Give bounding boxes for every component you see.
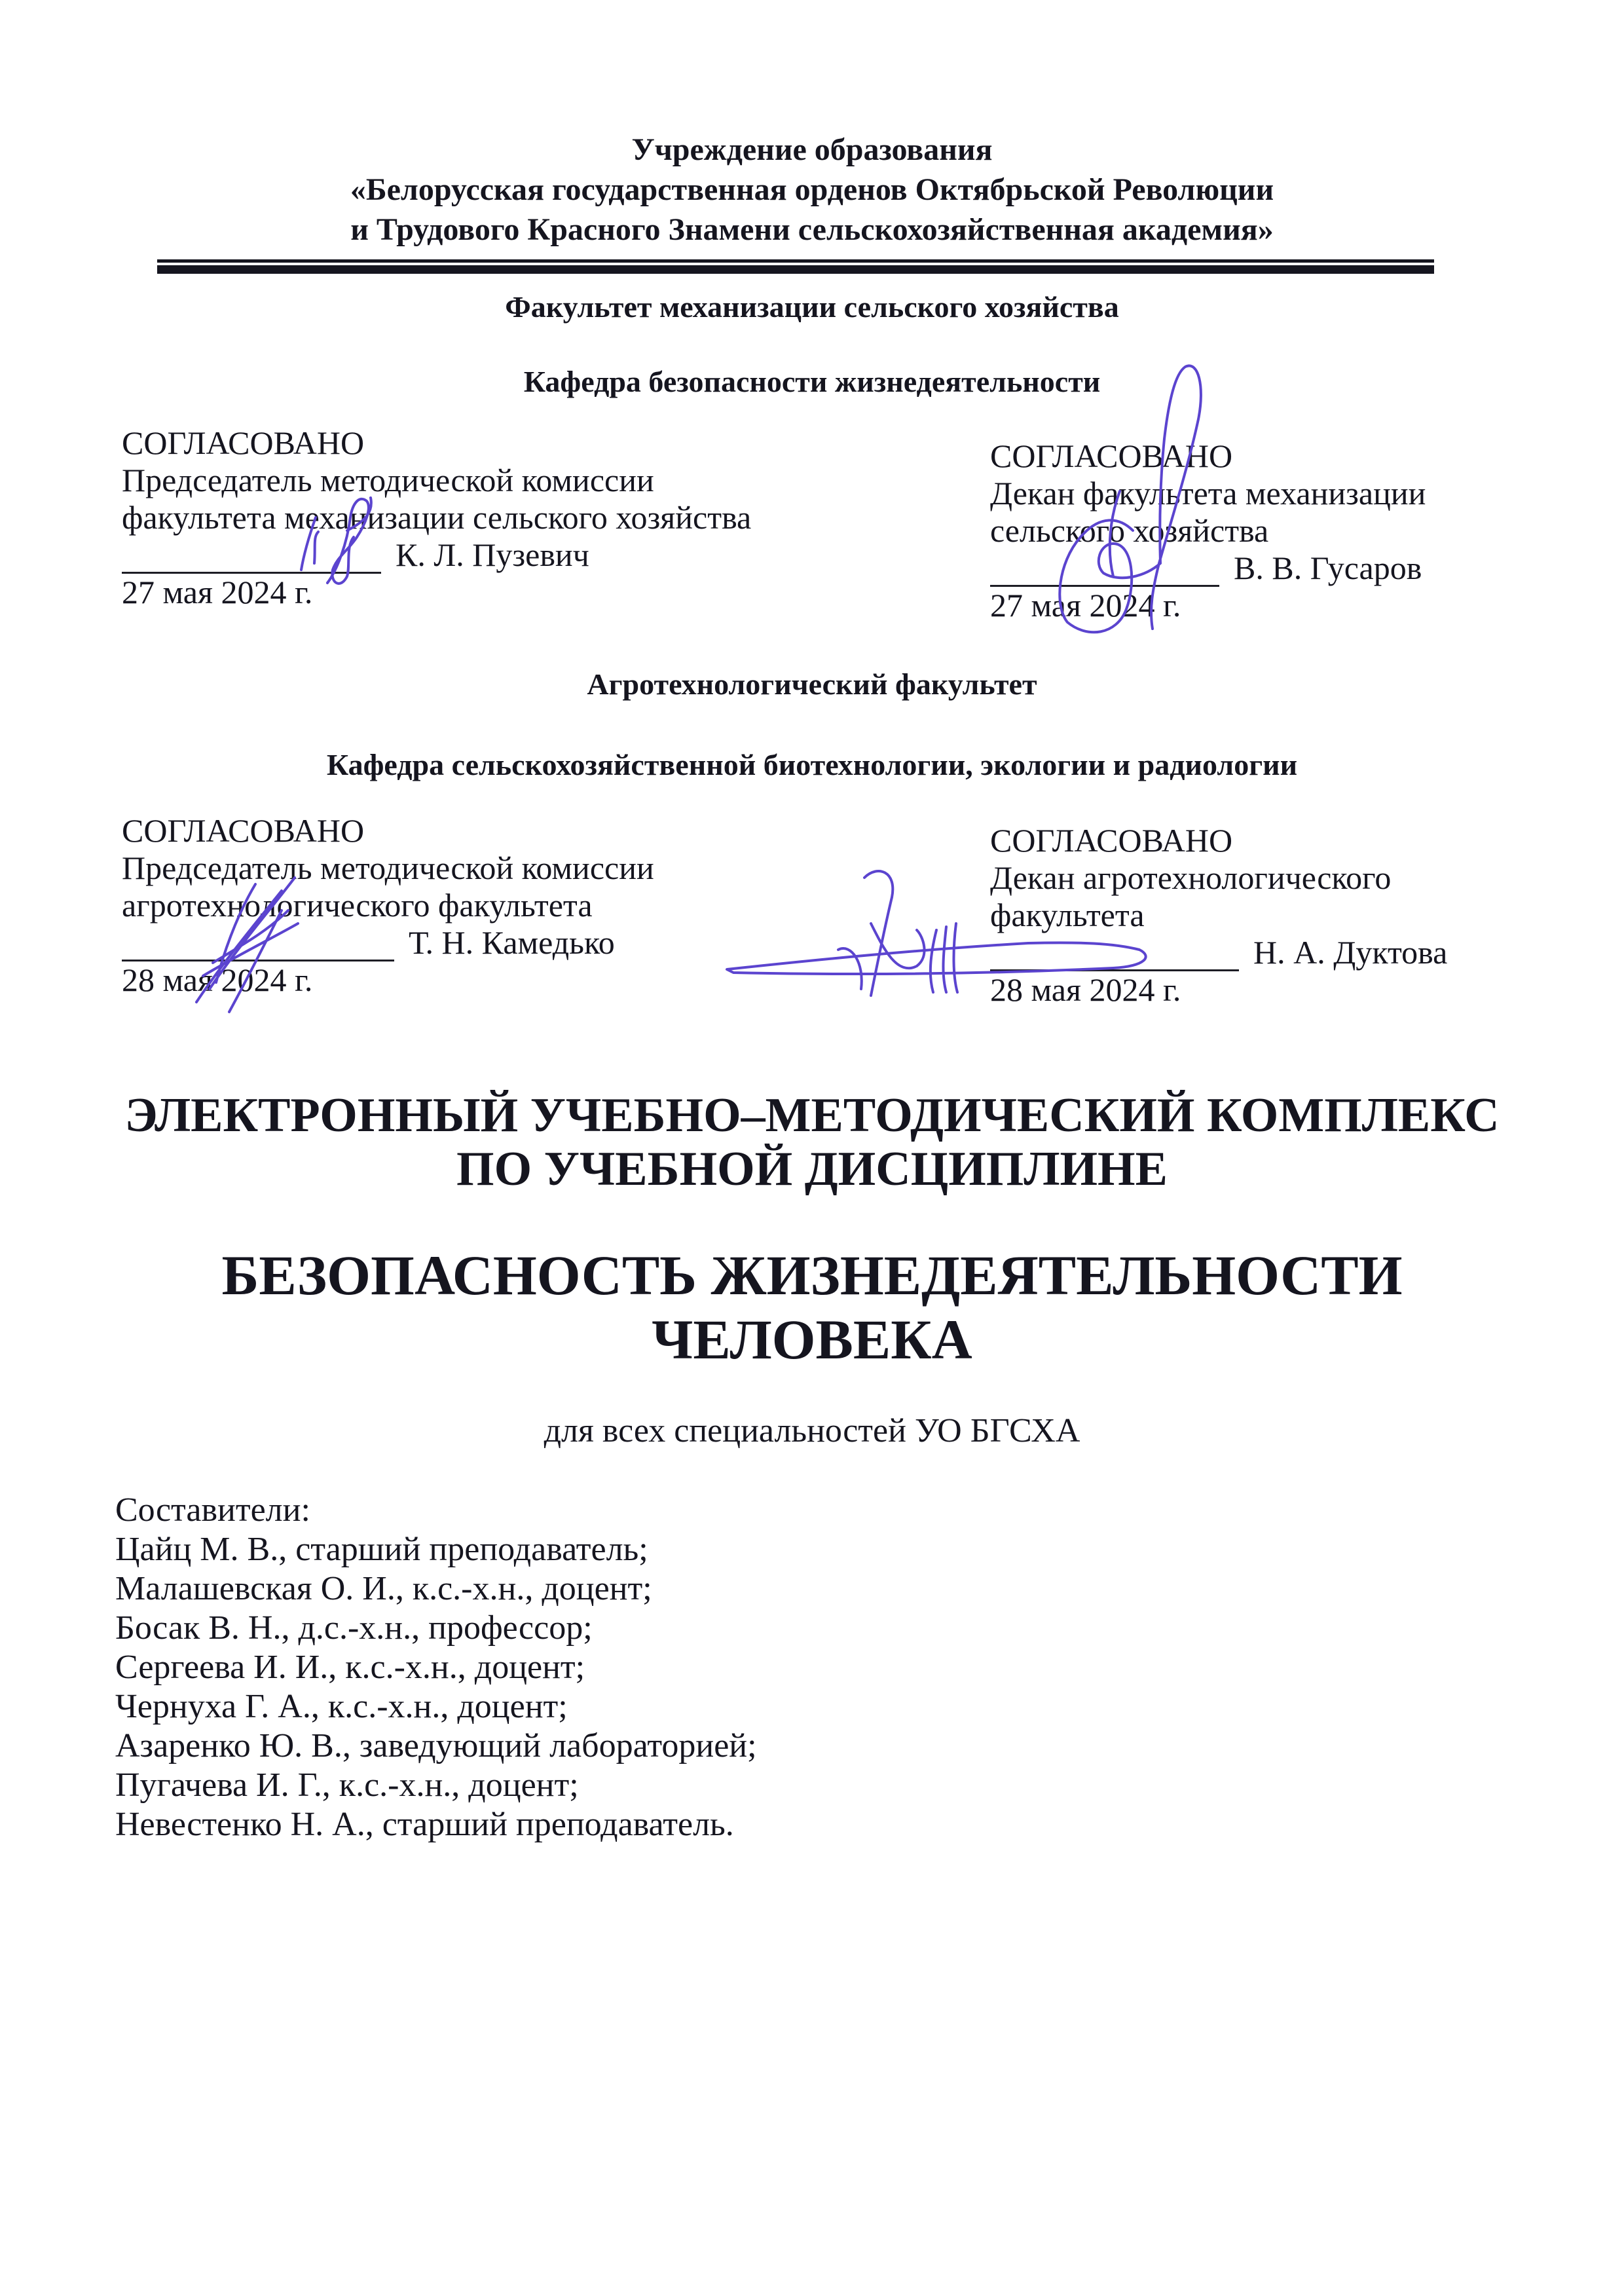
institution-line-2: «Белорусская государственная орденов Октябрьской Революции bbox=[350, 172, 1274, 207]
institution-line-1: Учреждение образования bbox=[631, 132, 993, 167]
signatory-name: Т. Н. Камедько bbox=[409, 924, 615, 961]
compiler-item: Цайц М. В., старший преподаватель; bbox=[115, 1531, 648, 1568]
approval-role-line-2: сельского хозяйства bbox=[990, 512, 1269, 549]
signatory-name: В. В. Гусаров bbox=[1234, 550, 1422, 586]
signature-row bbox=[122, 536, 751, 574]
approval-role-line-1: Председатель методической комиссии bbox=[122, 849, 654, 886]
complex-title-line-1: ЭЛЕКТРОННЫЙ УЧЕБНО–МЕТОДИЧЕСКИЙ КОМПЛЕКС bbox=[124, 1089, 1500, 1142]
compiler-item: Азаренко Ю. В., заведующий лабораторией; bbox=[115, 1727, 757, 1764]
signatory-name: К. Л. Пузевич bbox=[396, 536, 589, 573]
approval-block-left-1 bbox=[122, 424, 751, 611]
compiler-item: Сергеева И. И., к.с.-х.н., доцент; bbox=[115, 1649, 585, 1686]
signatory-name: Н. А. Дуктова bbox=[1253, 934, 1448, 971]
header-rule-thick bbox=[157, 265, 1434, 274]
approval-date: 27 мая 2024 г. bbox=[990, 587, 1181, 624]
compiler-item: Чернуха Г. А., к.с.-х.н., доцент; bbox=[115, 1688, 568, 1725]
approval-status: СОГЛАСОВАНО bbox=[122, 424, 365, 461]
approval-role-line-2: агротехнологического факультета bbox=[122, 887, 593, 924]
compiler-item: Пугачева И. Г., к.с.-х.н., доцент; bbox=[115, 1766, 579, 1804]
approval-role-line-2: факультета механизации сельского хозяйства bbox=[122, 499, 752, 536]
department-heading-1: Кафедра безопасности жизнедеятельности bbox=[523, 365, 1101, 398]
approval-role-line-1: Декан факультета механизации bbox=[990, 475, 1426, 512]
signature-pusevich-icon bbox=[275, 485, 393, 596]
signature-gusarov-icon bbox=[989, 347, 1264, 642]
institution-header bbox=[0, 130, 1624, 250]
approval-role-line-1: Председатель методической комиссии bbox=[122, 462, 654, 498]
approval-status: СОГЛАСОВАНО bbox=[990, 822, 1233, 859]
approval-role-line-2: факультета bbox=[990, 897, 1145, 933]
approval-date: 28 мая 2024 г. bbox=[990, 971, 1181, 1008]
department-heading-2: Кафедра сельскохозяйственной биотехнологии, экологии и радиологии bbox=[326, 748, 1298, 781]
approval-status: СОГЛАСОВАНО bbox=[990, 438, 1233, 474]
compilers-list bbox=[115, 1491, 757, 1844]
compiler-item: Невестенко Н. А., старший преподаватель. bbox=[115, 1806, 734, 1843]
discipline-title bbox=[0, 1243, 1624, 1371]
signature-duktova-icon bbox=[720, 851, 1218, 1002]
audience-subtitle: для всех специальностей УО БГСХА bbox=[544, 1412, 1080, 1449]
discipline-title-line-1: БЕЗОПАСНОСТЬ ЖИЗНЕДЕЯТЕЛЬНОСТИ bbox=[221, 1244, 1403, 1307]
approval-date: 28 мая 2024 г. bbox=[122, 961, 313, 998]
faculty-heading-2: Агротехнологический факультет bbox=[587, 667, 1037, 701]
approval-date: 27 мая 2024 г. bbox=[122, 574, 313, 610]
complex-title-line-2: ПО УЧЕБНОЙ ДИСЦИПЛИНЕ bbox=[456, 1142, 1168, 1196]
compilers-label: Составители: bbox=[115, 1491, 310, 1529]
faculty-heading-1: Факультет механизации сельского хозяйства bbox=[505, 290, 1119, 324]
compiler-item: Босак В. Н., д.с.-х.н., профессор; bbox=[115, 1609, 593, 1647]
institution-line-3: и Трудового Красного Знамени сельскохозяйственная академия» bbox=[350, 212, 1274, 247]
approval-status: СОГЛАСОВАНО bbox=[122, 812, 365, 849]
header-rule-thin bbox=[157, 259, 1434, 263]
compiler-item: Малашевская О. И., к.с.-х.н., доцент; bbox=[115, 1570, 652, 1607]
approval-role-line-1: Декан агротехнологического bbox=[990, 859, 1392, 896]
discipline-title-line-2: ЧЕЛОВЕКА bbox=[652, 1308, 972, 1371]
signature-kamedko-icon bbox=[183, 865, 354, 1015]
complex-title bbox=[0, 1089, 1624, 1196]
